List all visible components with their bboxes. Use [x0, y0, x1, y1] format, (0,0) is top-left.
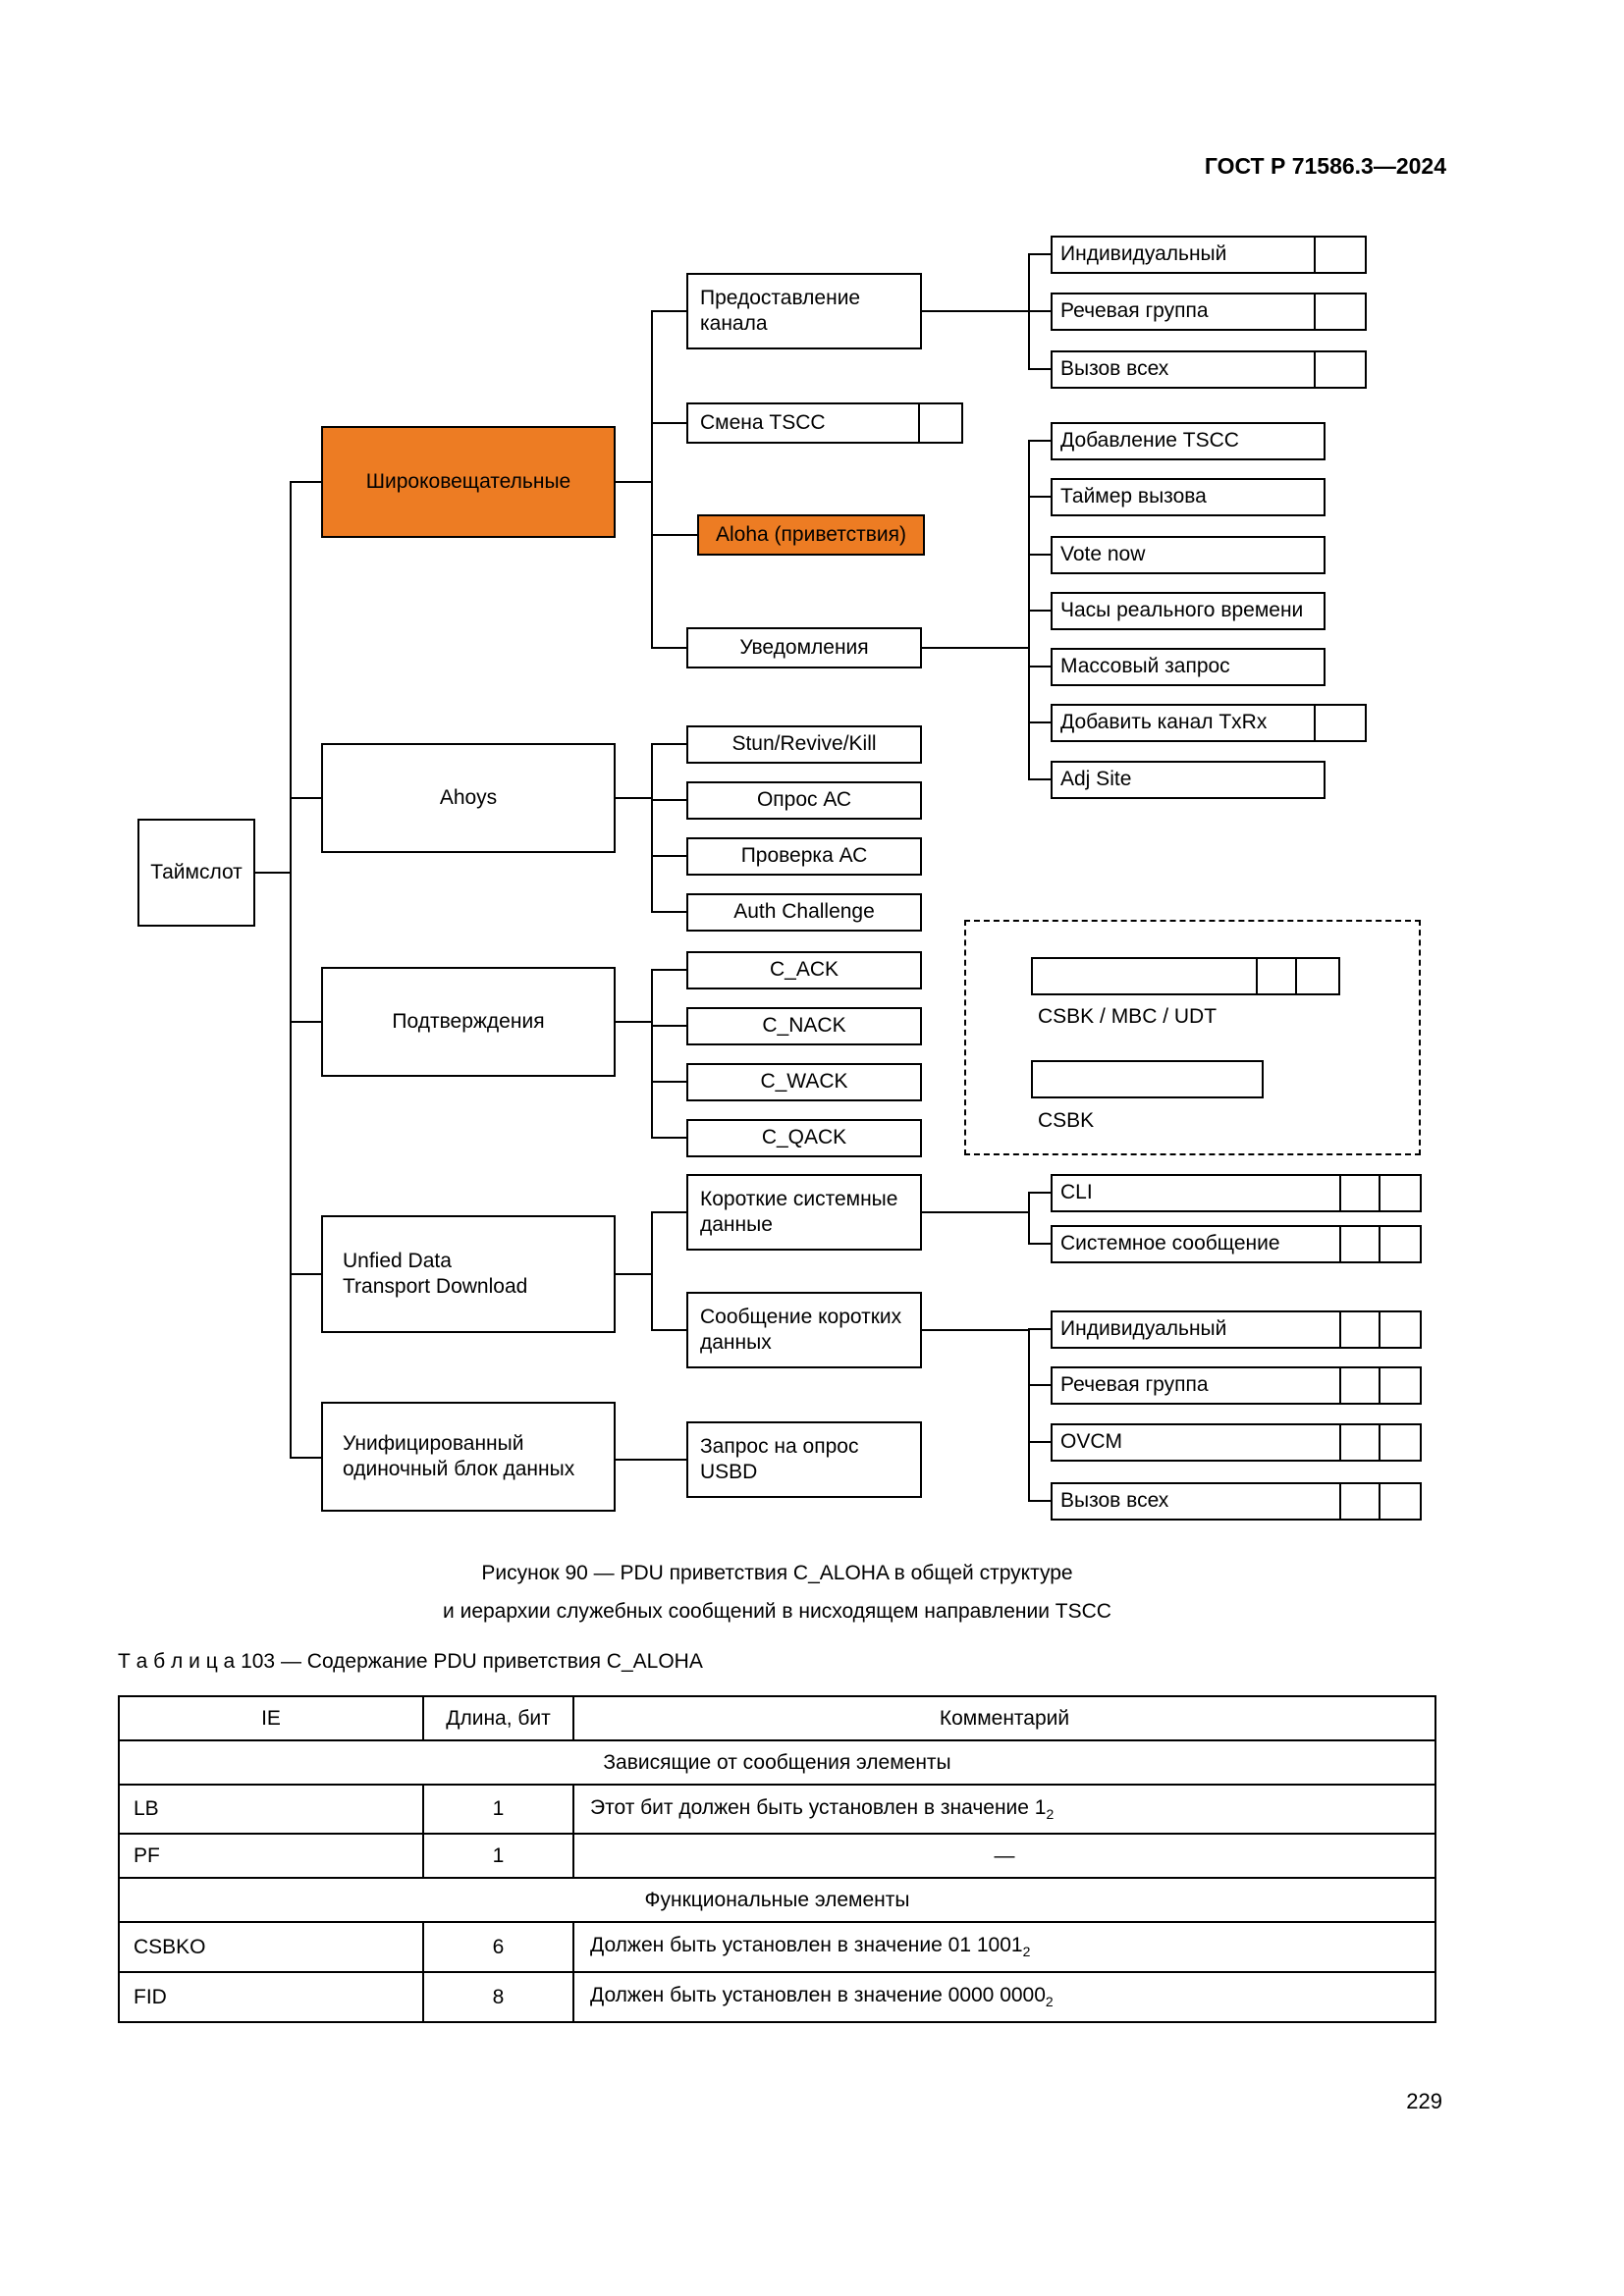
node-acknowledgements: [321, 967, 616, 1077]
cell-divider: [1256, 959, 1258, 993]
cell-divider: [1295, 959, 1297, 993]
node-label: Массовый запрос: [1060, 655, 1230, 678]
node-short-system-data: [686, 1174, 922, 1251]
node-label: Индивидуальный: [1060, 242, 1227, 266]
connector-line: [1028, 1328, 1051, 1330]
node-mass-registration: [1051, 648, 1326, 686]
cell-divider: [1314, 238, 1316, 272]
node-label: Унифицированный: [343, 1431, 524, 1455]
cell-divider: [1339, 1312, 1341, 1347]
node-label: данные: [700, 1213, 773, 1236]
connector-line: [651, 1025, 686, 1027]
node-adj-site: [1051, 761, 1326, 799]
node-label: одиночный блок данных: [343, 1458, 575, 1480]
table-title: Т а б л и ц а 103 — Содержание PDU приветствия C_ALOHA: [118, 1650, 703, 1673]
connector-line: [1028, 610, 1051, 612]
connector-line: [255, 872, 292, 874]
node-label: Часы реального времени: [1060, 599, 1304, 622]
cell-comment: [573, 1972, 1435, 2022]
connector-line: [651, 911, 686, 913]
node-label: Уведомления: [739, 635, 869, 659]
connector-line: [290, 1457, 321, 1459]
comment-text: Должен быть установлен в значение 0000 0000: [590, 1984, 1046, 2007]
node-auth-challenge: [686, 893, 922, 932]
connector-line: [1028, 721, 1051, 723]
section-label: Зависящие от сообщения элементы: [119, 1740, 1435, 1785]
node-talkgroup-1: [1051, 293, 1367, 331]
connector-line: [1028, 666, 1051, 667]
node-label: Предоставление: [700, 286, 861, 309]
node-label: Широковещательные: [365, 469, 571, 493]
node-individual-2: [1051, 1310, 1422, 1349]
connector-line: [1028, 440, 1051, 442]
node-label: Вызов всех: [1060, 357, 1169, 381]
node-all-call-2: [1051, 1482, 1422, 1521]
table-row: [119, 1922, 1435, 1972]
csbk-legend-frame: [964, 920, 1421, 1155]
connector-line: [1028, 1384, 1051, 1386]
comment-subscript: 2: [1046, 1806, 1055, 1823]
cell-divider: [1339, 1425, 1341, 1460]
node-udt-download: [321, 1215, 616, 1333]
connector-line: [651, 743, 653, 913]
connector-line: [616, 481, 653, 483]
cell-divider: [1379, 1368, 1380, 1403]
connector-line: [651, 969, 653, 1139]
node-label: Stun/Revive/Kill: [731, 732, 877, 756]
node-system-message: [1051, 1225, 1422, 1263]
node-ms-poll: [686, 781, 922, 820]
connector-line: [651, 647, 686, 649]
node-label: Aloha (приветствия): [716, 522, 906, 546]
connector-line: [922, 1329, 1030, 1331]
figure-caption-line1: Рисунок 90 — PDU приветствия C_ALOHA в общей структуре: [481, 1562, 1073, 1584]
node-label: Vote now: [1060, 543, 1146, 566]
page-number: 229: [1406, 2089, 1442, 2113]
csbk-mbc-udt-label: CSBK / MBC / UDT: [1038, 1005, 1218, 1028]
connector-line: [651, 799, 686, 801]
cell-divider: [1314, 706, 1316, 740]
node-timeslot: [137, 819, 255, 927]
cell-divider: [1379, 1312, 1380, 1347]
node-all-call-1: [1051, 350, 1367, 389]
cell-length: 1: [423, 1834, 573, 1878]
table-row: [119, 1972, 1435, 2022]
table-row: [119, 1785, 1435, 1834]
node-c-qack: [686, 1119, 922, 1157]
node-talkgroup-2: [1051, 1366, 1422, 1405]
connector-line: [651, 1211, 686, 1213]
comment-subscript: 2: [1045, 1994, 1054, 2010]
connector-line: [290, 797, 321, 799]
connector-line: [1028, 1328, 1030, 1502]
node-label: Смена TSCC: [700, 410, 826, 434]
node-label: Сообщение коротких: [700, 1305, 902, 1328]
connector-line: [616, 797, 653, 799]
node-add-txrx-channel: [1051, 704, 1367, 742]
node-aloha: [697, 514, 925, 556]
connector-line: [651, 310, 686, 312]
connector-line: [651, 1211, 653, 1331]
node-usbd-request: [686, 1421, 922, 1498]
comment-text: Должен быть установлен в значение 01 1001: [590, 1934, 1023, 1957]
cell-divider: [1379, 1484, 1380, 1519]
node-label: C_ACK: [769, 958, 839, 982]
node-label: Опрос АС: [756, 788, 852, 812]
node-label: Речевая группа: [1060, 299, 1209, 323]
connector-line: [1028, 1500, 1051, 1502]
node-tscc-change: [686, 402, 963, 444]
cell-ie: PF: [119, 1834, 423, 1878]
node-c-wack: [686, 1063, 922, 1101]
connector-line: [651, 1137, 686, 1139]
connector-line: [290, 1021, 321, 1023]
connector-line: [1028, 310, 1051, 312]
comment-subscript: 2: [1022, 1944, 1031, 1960]
connector-line: [651, 855, 686, 857]
connector-line: [651, 422, 686, 424]
cell-length: 6: [423, 1922, 573, 1972]
connector-line: [1028, 1243, 1051, 1245]
section-label: Функциональные элементы: [119, 1878, 1435, 1922]
cell-divider: [1314, 352, 1316, 387]
node-call-timer: [1051, 478, 1326, 516]
cell-divider: [1379, 1425, 1380, 1460]
cell-ie: LB: [119, 1785, 423, 1834]
connector-line: [290, 481, 321, 483]
cell-length: 8: [423, 1972, 573, 2022]
node-label: USBD: [700, 1461, 758, 1483]
node-label: Таймер вызова: [1060, 485, 1207, 508]
node-label: Индивидуальный: [1060, 1317, 1227, 1341]
node-label: Unfied Data: [343, 1249, 452, 1272]
node-cli: [1051, 1174, 1422, 1212]
node-broadcast: [321, 426, 616, 538]
node-label: Ahoys: [439, 785, 498, 809]
cell-divider: [1339, 1484, 1341, 1519]
node-c-nack: [686, 1007, 922, 1045]
connector-line: [922, 1211, 1030, 1213]
cell-comment: [573, 1785, 1435, 1834]
node-label: Запрос на опрос: [700, 1434, 859, 1458]
connector-line: [1028, 1192, 1030, 1245]
column-header-ie: IE: [119, 1696, 423, 1740]
document-header: ГОСТ Р 71586.3—2024: [1204, 153, 1446, 179]
connector-line: [651, 1329, 686, 1331]
table-section-row: [119, 1740, 1435, 1785]
node-label: OVCM: [1060, 1430, 1122, 1454]
node-c-ack: [686, 951, 922, 989]
connector-line: [651, 743, 686, 745]
connector-line: [1028, 778, 1051, 780]
cell-divider: [1339, 1368, 1341, 1403]
connector-line: [1028, 1441, 1051, 1443]
comment-text: Этот бит должен быть установлен в значение 1: [590, 1795, 1047, 1819]
connector-line: [651, 1081, 686, 1083]
table-row: [119, 1834, 1435, 1878]
node-label: C_NACK: [762, 1014, 846, 1038]
node-label: CLI: [1060, 1181, 1093, 1204]
table-section-row: [119, 1878, 1435, 1922]
cell-ie: FID: [119, 1972, 423, 2022]
node-label: Проверка АС: [740, 844, 868, 868]
connector-line: [651, 969, 686, 971]
connector-line: [616, 1459, 686, 1461]
csbk-mbc-udt-sample-box: [1031, 957, 1340, 995]
connector-line: [651, 310, 653, 649]
node-label: Adj Site: [1060, 768, 1132, 791]
cell-divider: [1339, 1227, 1341, 1261]
cell-comment: [573, 1834, 1435, 1878]
comment-text: —: [994, 1843, 1015, 1867]
figure-caption: [118, 1555, 1436, 1631]
node-ovcm: [1051, 1423, 1422, 1462]
node-label: C_QACK: [761, 1126, 847, 1149]
node-label: Вызов всех: [1060, 1489, 1169, 1513]
node-ms-check: [686, 837, 922, 876]
node-label: Подтверждения: [392, 1009, 545, 1033]
connector-line: [1028, 496, 1051, 498]
node-label: Речевая группа: [1060, 1373, 1209, 1397]
cell-divider: [1379, 1176, 1380, 1210]
connector-line: [1028, 1192, 1051, 1194]
node-label: канала: [700, 312, 768, 335]
node-label: Transport Download: [343, 1275, 528, 1298]
cell-length: 1: [423, 1785, 573, 1834]
cell-divider: [1339, 1176, 1341, 1210]
connector-line: [616, 1021, 653, 1023]
table-103: [118, 1695, 1436, 2023]
node-label: данных: [700, 1331, 772, 1354]
node-real-time-clock: [1051, 592, 1326, 630]
csbk-sample-box: [1031, 1060, 1264, 1098]
connector-line: [290, 1273, 321, 1275]
cell-ie: CSBKO: [119, 1922, 423, 1972]
node-label: Системное сообщение: [1060, 1232, 1280, 1255]
cell-divider: [1314, 294, 1316, 329]
column-header-comment: Комментарий: [573, 1696, 1435, 1740]
node-label: Короткие системные: [700, 1187, 898, 1210]
connector-line: [922, 647, 1030, 649]
node-tscc-add: [1051, 422, 1326, 460]
cell-comment: [573, 1922, 1435, 1972]
node-label: Auth Challenge: [733, 900, 875, 924]
node-short-data-message: [686, 1292, 922, 1368]
connector-line: [922, 310, 1030, 312]
node-vote-now: [1051, 536, 1326, 574]
connector-line: [1028, 440, 1030, 780]
figure-caption-line2: и иерархии служебных сообщений в нисходящем направлении TSCC: [443, 1599, 1111, 1623]
node-label: Добавить канал TxRx: [1060, 711, 1268, 734]
connector-line: [290, 481, 292, 1459]
column-header-length: Длина, бит: [423, 1696, 573, 1740]
connector-line: [1028, 253, 1051, 255]
node-usbd: [321, 1402, 616, 1512]
connector-line: [651, 534, 697, 536]
node-ahoys: [321, 743, 616, 853]
node-announcements: [686, 627, 922, 668]
node-stun-revive-kill: [686, 725, 922, 764]
node-label: Таймслот: [150, 860, 243, 883]
node-label: C_WACK: [760, 1070, 848, 1094]
connector-line: [616, 1273, 653, 1275]
connector-line: [1028, 368, 1051, 370]
connector-line: [1028, 554, 1051, 556]
node-individual-1: [1051, 236, 1367, 274]
cell-divider: [918, 404, 920, 442]
cell-divider: [1379, 1227, 1380, 1261]
node-label: Добавление TSCC: [1060, 429, 1239, 453]
csbk-label: CSBK: [1038, 1109, 1095, 1132]
table-header-row: [119, 1696, 1435, 1740]
node-channel-grant: [686, 273, 922, 349]
